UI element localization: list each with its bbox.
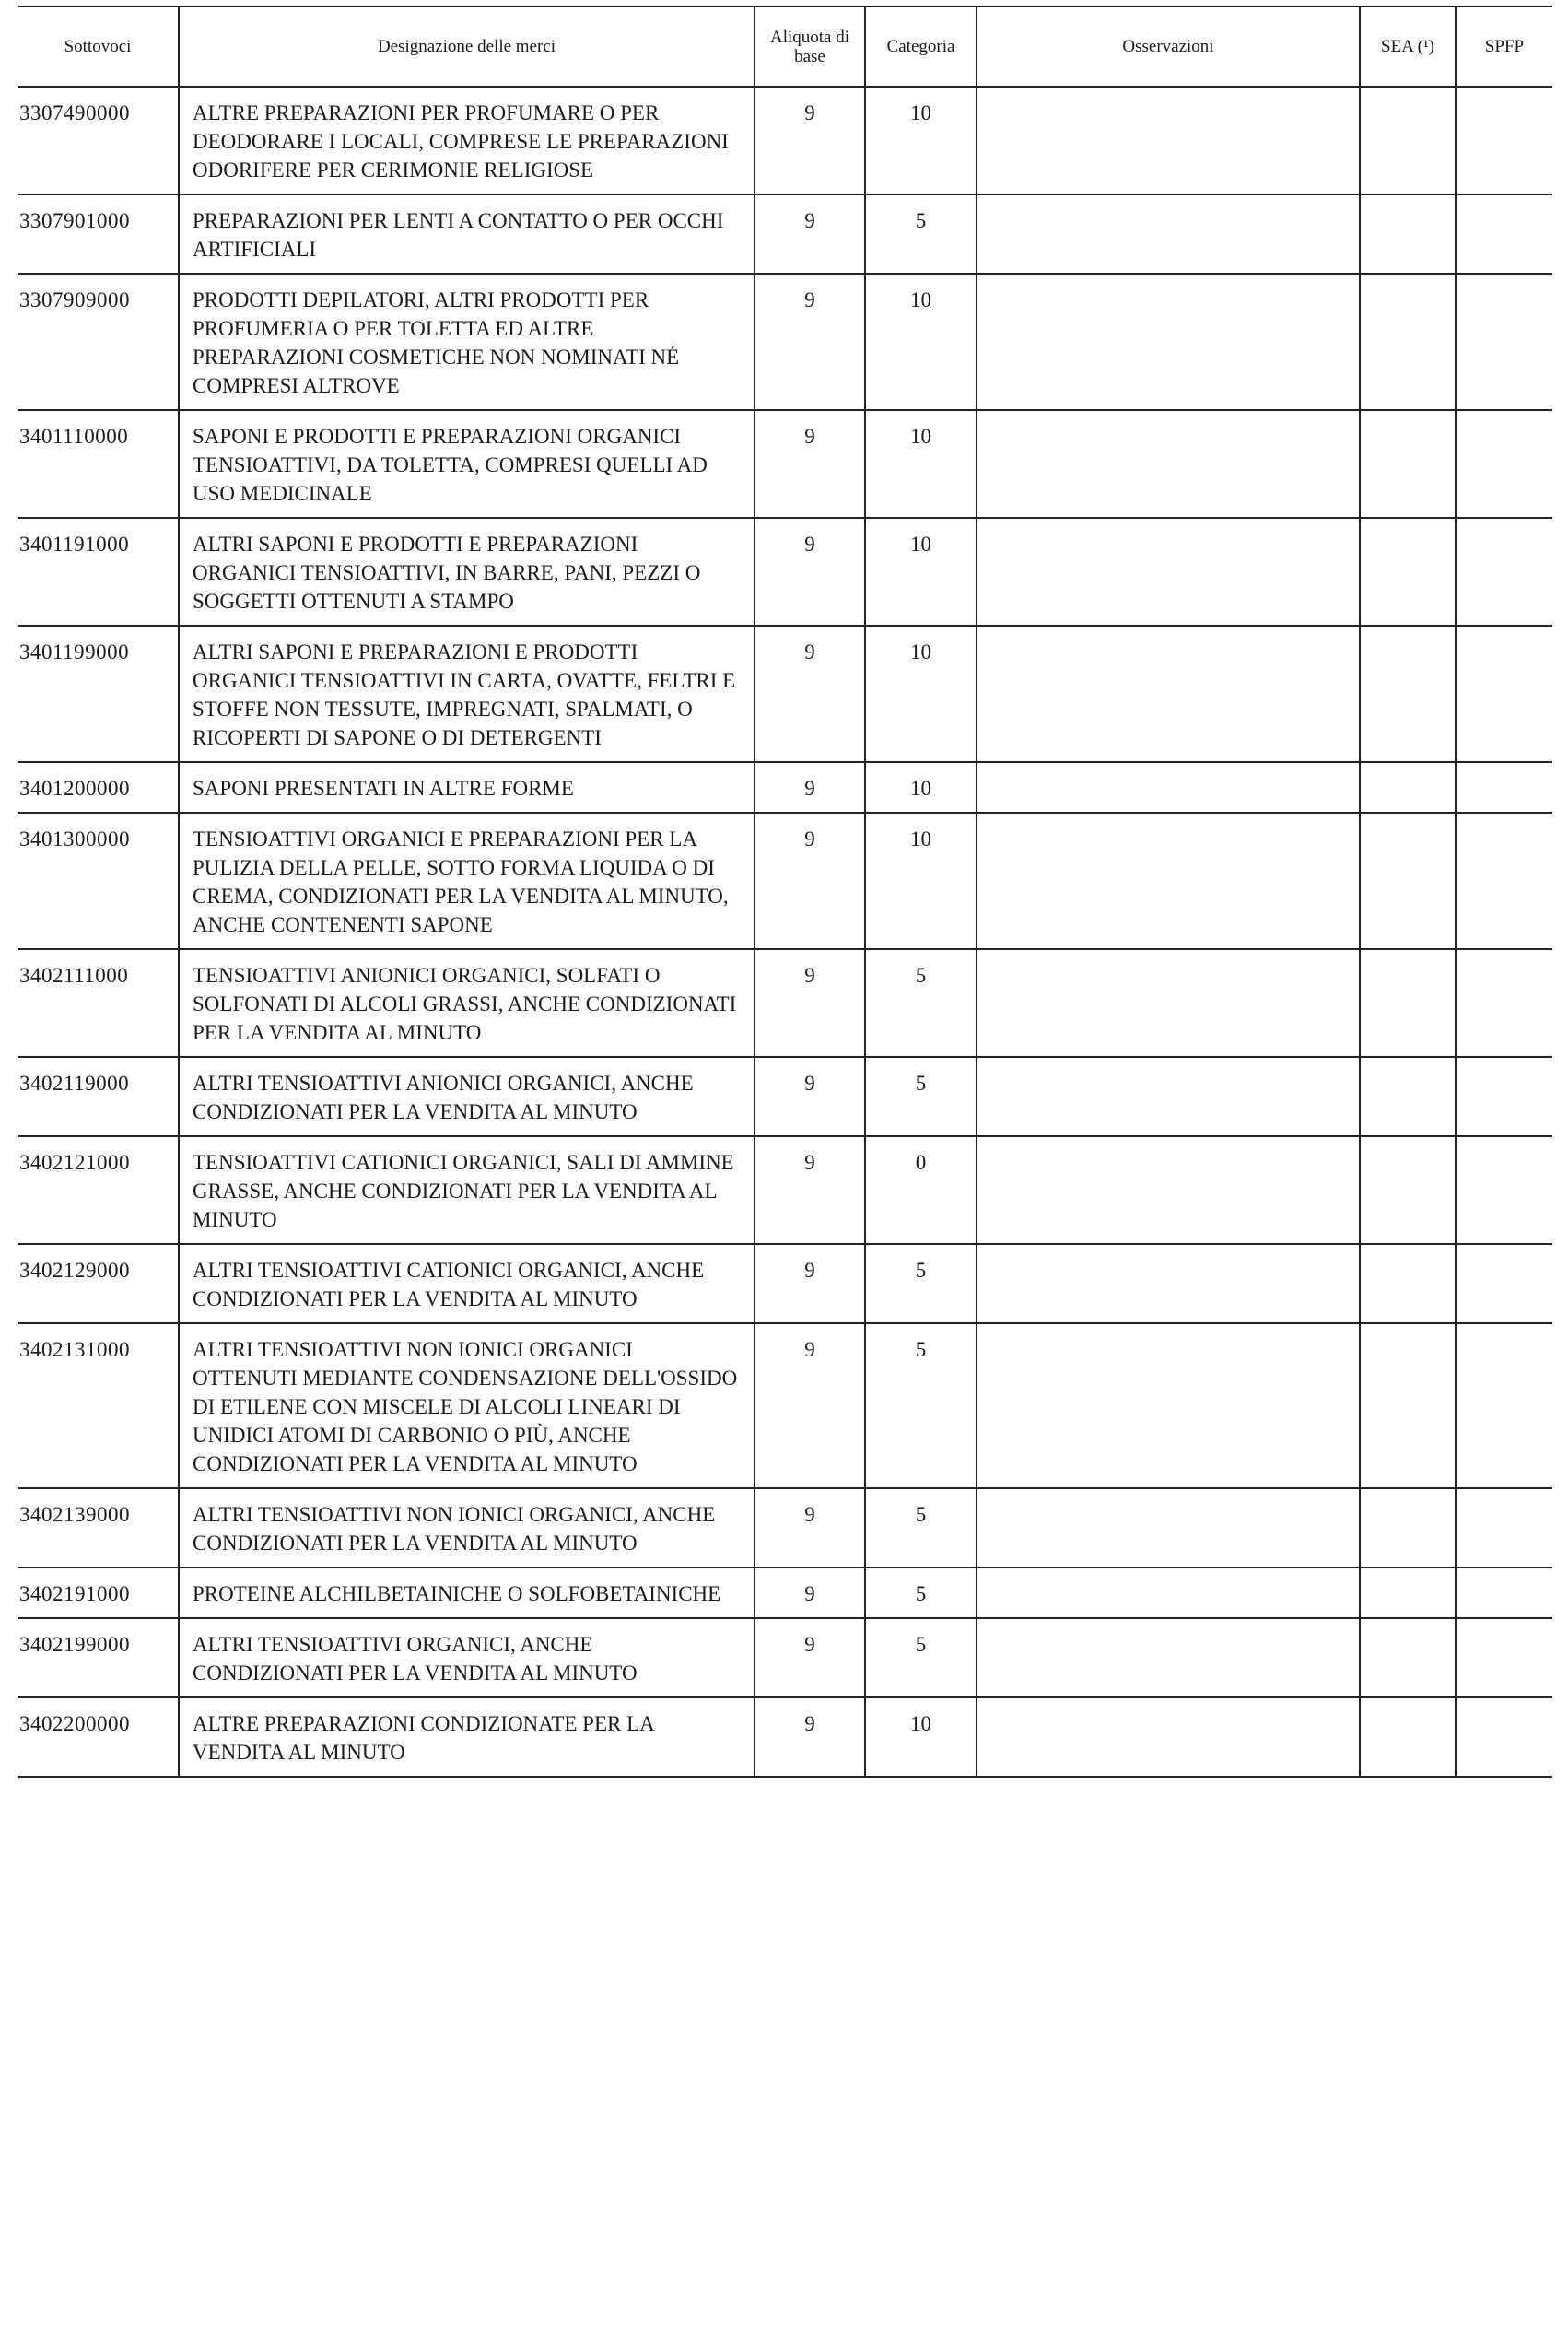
row-base-rate: 9 (755, 518, 865, 626)
table-row (18, 813, 1552, 949)
row-base-rate: 9 (755, 1244, 865, 1323)
row-base-rate: 9 (755, 87, 865, 194)
table-row (18, 762, 1552, 813)
row-remarks (977, 1697, 1360, 1777)
row-category: 5 (865, 1567, 977, 1618)
row-code: 3307909000 (18, 274, 179, 410)
row-description: ALTRI TENSIOATTIVI CATIONICI ORGANICI, ANCHE CONDIZIONATI PER LA VENDITA AL MINUTO (179, 1244, 755, 1323)
row-base-rate: 9 (755, 949, 865, 1057)
row-description: SAPONI E PRODOTTI E PREPARAZIONI ORGANICI TENSIOATTIVI, DA TOLETTA, COMPRESI QUELLI AD USO MEDICINALE (179, 410, 755, 518)
row-remarks (977, 87, 1360, 194)
table-row (18, 1323, 1552, 1488)
row-code: 3402191000 (18, 1567, 179, 1618)
row-category: 10 (865, 410, 977, 518)
row-code: 3402131000 (18, 1323, 179, 1488)
row-description: ALTRI SAPONI E PRODOTTI E PREPARAZIONI ORGANICI TENSIOATTIVI, IN BARRE, PANI, PEZZI O SOGGETTI OTTENUTI A STAMPO (179, 518, 755, 626)
header-sea: SEA (¹) (1360, 6, 1456, 87)
row-spfp (1456, 1244, 1552, 1323)
table-row (18, 410, 1552, 518)
row-sea (1360, 1567, 1456, 1618)
row-spfp (1456, 1136, 1552, 1244)
header-remarks: Osservazioni (977, 6, 1360, 87)
row-spfp (1456, 1323, 1552, 1488)
row-spfp (1456, 1567, 1552, 1618)
table-row (18, 194, 1552, 274)
row-category: 10 (865, 87, 977, 194)
row-remarks (977, 1488, 1360, 1567)
row-sea (1360, 1244, 1456, 1323)
row-spfp (1456, 87, 1552, 194)
row-category: 10 (865, 518, 977, 626)
header-code: Sottovoci (18, 6, 179, 87)
row-category: 5 (865, 1057, 977, 1136)
row-sea (1360, 274, 1456, 410)
table-row (18, 87, 1552, 194)
row-spfp (1456, 518, 1552, 626)
header-category: Categoria (865, 6, 977, 87)
table-row (18, 1244, 1552, 1323)
row-remarks (977, 1618, 1360, 1697)
row-spfp (1456, 410, 1552, 518)
row-description: PROTEINE ALCHILBETAINICHE O SOLFOBETAINICHE (179, 1567, 755, 1618)
row-code: 3307490000 (18, 87, 179, 194)
header-spfp: SPFP (1456, 6, 1552, 87)
tariff-table (18, 6, 1552, 1778)
row-description: ALTRE PREPARAZIONI PER PROFUMARE O PER DEODORARE I LOCALI, COMPRESE LE PREPARAZIONI ODORIFERE PER CERIMONIE RELIGIOSE (179, 87, 755, 194)
row-code: 3401200000 (18, 762, 179, 813)
row-description: SAPONI PRESENTATI IN ALTRE FORME (179, 762, 755, 813)
table-row (18, 518, 1552, 626)
row-spfp (1456, 813, 1552, 949)
row-base-rate: 9 (755, 813, 865, 949)
row-code: 3401110000 (18, 410, 179, 518)
row-code: 3401199000 (18, 626, 179, 762)
row-sea (1360, 1136, 1456, 1244)
row-remarks (977, 1323, 1360, 1488)
row-remarks (977, 1136, 1360, 1244)
row-code: 3401191000 (18, 518, 179, 626)
row-spfp (1456, 274, 1552, 410)
row-base-rate: 9 (755, 1697, 865, 1777)
row-spfp (1456, 949, 1552, 1057)
row-code: 3307901000 (18, 194, 179, 274)
table-row (18, 1567, 1552, 1618)
row-spfp (1456, 626, 1552, 762)
row-sea (1360, 1618, 1456, 1697)
row-base-rate: 9 (755, 410, 865, 518)
header-description: Designazione delle merci (179, 6, 755, 87)
table-row (18, 1057, 1552, 1136)
row-spfp (1456, 1488, 1552, 1567)
row-base-rate: 9 (755, 626, 865, 762)
row-category: 5 (865, 949, 977, 1057)
row-description: ALTRI TENSIOATTIVI NON IONICI ORGANICI OTTENUTI MEDIANTE CONDENSAZIONE DELL'OSSIDO DI ETILENE CON MISCELE DI ALCOLI LINEARI DI UNIDICI ATOMI DI CARBONIO O PIÙ, ANCHE CONDIZIONATI PER LA VENDITA AL MINUTO (179, 1323, 755, 1488)
row-remarks (977, 410, 1360, 518)
row-description: TENSIOATTIVI CATIONICI ORGANICI, SALI DI AMMINE GRASSE, ANCHE CONDIZIONATI PER LA VENDITA AL MINUTO (179, 1136, 755, 1244)
row-category: 5 (865, 1488, 977, 1567)
row-spfp (1456, 1618, 1552, 1697)
table-row (18, 949, 1552, 1057)
row-spfp (1456, 762, 1552, 813)
row-description: ALTRI SAPONI E PREPARAZIONI E PRODOTTI ORGANICI TENSIOATTIVI IN CARTA, OVATTE, FELTRI E STOFFE NON TESSUTE, IMPREGNATI, SPALMATI, O RICOPERTI DI SAPONE O DI DETERGENTI (179, 626, 755, 762)
row-remarks (977, 762, 1360, 813)
row-category: 5 (865, 1618, 977, 1697)
table-row (18, 274, 1552, 410)
row-sea (1360, 762, 1456, 813)
row-spfp (1456, 1057, 1552, 1136)
row-category: 10 (865, 274, 977, 410)
row-sea (1360, 410, 1456, 518)
row-code: 3402119000 (18, 1057, 179, 1136)
row-category: 10 (865, 626, 977, 762)
row-base-rate: 9 (755, 1488, 865, 1567)
row-description: PRODOTTI DEPILATORI, ALTRI PRODOTTI PER PROFUMERIA O PER TOLETTA ED ALTRE PREPARAZIONI COSMETICHE NON NOMINATI NÉ COMPRESI ALTROVE (179, 274, 755, 410)
row-base-rate: 9 (755, 762, 865, 813)
row-category: 10 (865, 1697, 977, 1777)
document-page (18, 6, 1552, 1778)
row-description: ALTRI TENSIOATTIVI NON IONICI ORGANICI, ANCHE CONDIZIONATI PER LA VENDITA AL MINUTO (179, 1488, 755, 1567)
row-remarks (977, 1057, 1360, 1136)
row-remarks (977, 626, 1360, 762)
row-remarks (977, 813, 1360, 949)
row-spfp (1456, 1697, 1552, 1777)
row-category: 5 (865, 1244, 977, 1323)
row-base-rate: 9 (755, 1618, 865, 1697)
row-remarks (977, 274, 1360, 410)
row-sea (1360, 1057, 1456, 1136)
row-base-rate: 9 (755, 1567, 865, 1618)
row-description: ALTRI TENSIOATTIVI ANIONICI ORGANICI, ANCHE CONDIZIONATI PER LA VENDITA AL MINUTO (179, 1057, 755, 1136)
table-row (18, 1488, 1552, 1567)
row-category: 5 (865, 194, 977, 274)
row-category: 0 (865, 1136, 977, 1244)
table-row (18, 1618, 1552, 1697)
row-code: 3402139000 (18, 1488, 179, 1567)
header-base-rate: Aliquota di base (755, 6, 865, 87)
table-header (18, 6, 1552, 87)
row-remarks (977, 1244, 1360, 1323)
row-sea (1360, 194, 1456, 274)
row-base-rate: 9 (755, 1057, 865, 1136)
row-base-rate: 9 (755, 1323, 865, 1488)
table-body (18, 87, 1552, 1777)
row-description: ALTRE PREPARAZIONI CONDIZIONATE PER LA VENDITA AL MINUTO (179, 1697, 755, 1777)
row-base-rate: 9 (755, 194, 865, 274)
row-description: PREPARAZIONI PER LENTI A CONTATTO O PER OCCHI ARTIFICIALI (179, 194, 755, 274)
row-sea (1360, 1488, 1456, 1567)
row-category: 10 (865, 813, 977, 949)
row-base-rate: 9 (755, 274, 865, 410)
row-code: 3402200000 (18, 1697, 179, 1777)
header-row (18, 6, 1552, 87)
row-code: 3402129000 (18, 1244, 179, 1323)
row-category: 5 (865, 1323, 977, 1488)
row-description: TENSIOATTIVI ANIONICI ORGANICI, SOLFATI O SOLFONATI DI ALCOLI GRASSI, ANCHE CONDIZIONATI PER LA VENDITA AL MINUTO (179, 949, 755, 1057)
table-row (18, 626, 1552, 762)
row-code: 3401300000 (18, 813, 179, 949)
row-description: ALTRI TENSIOATTIVI ORGANICI, ANCHE CONDIZIONATI PER LA VENDITA AL MINUTO (179, 1618, 755, 1697)
row-remarks (977, 949, 1360, 1057)
row-base-rate: 9 (755, 1136, 865, 1244)
row-sea (1360, 1697, 1456, 1777)
row-remarks (977, 518, 1360, 626)
row-remarks (977, 194, 1360, 274)
row-category: 10 (865, 762, 977, 813)
row-spfp (1456, 194, 1552, 274)
row-sea (1360, 1323, 1456, 1488)
row-code: 3402121000 (18, 1136, 179, 1244)
row-remarks (977, 1567, 1360, 1618)
row-sea (1360, 518, 1456, 626)
table-row (18, 1697, 1552, 1777)
row-sea (1360, 949, 1456, 1057)
row-sea (1360, 626, 1456, 762)
row-code: 3402199000 (18, 1618, 179, 1697)
row-code: 3402111000 (18, 949, 179, 1057)
row-sea (1360, 813, 1456, 949)
row-sea (1360, 87, 1456, 194)
row-description: TENSIOATTIVI ORGANICI E PREPARAZIONI PER LA PULIZIA DELLA PELLE, SOTTO FORMA LIQUIDA O DI CREMA, CONDIZIONATI PER LA VENDITA AL MINUTO, ANCHE CONTENENTI SAPONE (179, 813, 755, 949)
table-row (18, 1136, 1552, 1244)
